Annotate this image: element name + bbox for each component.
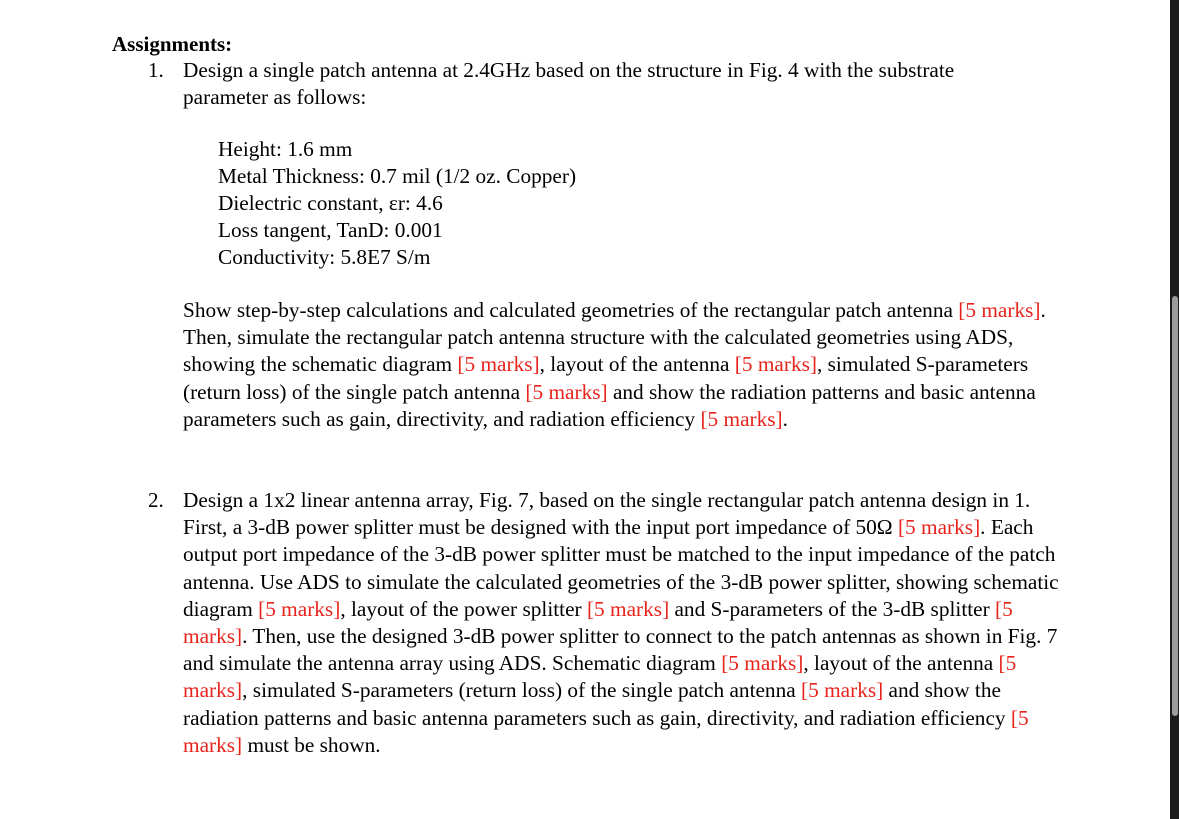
scrollbar-thumb[interactable] [1172,296,1178,716]
param-height: Height: 1.6 mm [218,137,353,161]
item-2-text: and show the radiation patterns and basic antenna parameters such as gain, directivity, and radiation efficiency [183,678,1011,730]
item-1-intro-line-2: parameter as follows: [183,85,367,110]
item-1-intro-line-1: Design a single patch antenna at 2.4GHz based on the structure in Fig. 4 with the substrate [183,58,955,82]
item-2-text: must be shown. [242,732,381,757]
item-1-text: , simulated S-parameters (return loss) of the single patch antenna [183,352,1029,404]
item-1-intro [183,57,1083,111]
param-conductivity: Conductivity: 5.8E7 S/m [218,245,431,269]
marks-label: [5 marks] [734,352,817,377]
item-2-text: Design a 1x2 linear antenna array, Fig. 7, based on the single rectangular patch antenna design in 1. First, a 3-dB power splitter must be designed with the input port impedance of 50Ω [183,488,1031,540]
item-2-number: 2. [148,488,164,512]
item-1-text: Show step-by-step calculations and calculated geometries of the rectangular patch antenna [183,298,959,322]
marks-label: [5 marks] [183,651,1017,703]
item-2-text: . Then, use the designed 3-dB power splitter to connect to the patch antennas as shown in Fig. 7 and simulate the antenna array using ADS. Schematic diagram [183,624,1058,676]
item-2-text: and S-parameters of the 3-dB splitter [669,596,996,621]
marks-label: [5 marks] [897,515,981,540]
marks-label: [5 marks] [958,298,1041,322]
marks-label: [5 marks] [183,596,1013,649]
item-1-text: . [782,406,788,431]
assignments-heading: Assignments: [112,32,233,56]
param-metal-thickness: Metal Thickness: 0.7 mil (1/2 oz. Copper) [218,164,577,188]
item-1-text: , layout of the antenna [539,352,735,377]
substrate-parameters [218,136,576,271]
param-dielectric-constant: Dielectric constant, εr: 4.6 [218,191,443,215]
item-2-text: , layout of the power splitter [340,596,587,621]
item-2-instructions [183,487,1068,759]
marks-label: [5 marks] [258,596,341,621]
item-2-text: , simulated S-parameters (return loss) of the single patch antenna [242,678,802,703]
item-1-instructions [183,297,1068,433]
marks-label: [5 marks] [721,651,804,676]
marks-label: [5 marks] [586,596,670,621]
marks-label: [5 marks] [183,705,1029,757]
marks-label: [5 marks] [700,406,783,431]
vertical-scrollbar[interactable] [1170,0,1179,819]
item-1-number: 1. [148,58,164,82]
item-2-text: . Each output port impedance of the 3-dB power splitter must be matched to the input impedance of the patch antenna. Use ADS to simulate the calculated geometries of the 3-dB power splitter, showing schematic diagram [183,515,1059,621]
marks-label: [5 marks] [801,678,884,703]
item-1-text: . Then, simulate the rectangular patch antenna structure with the calculated geometries using ADS, showing the schematic diagram [183,298,1046,377]
marks-label: [5 marks] [457,352,540,377]
param-loss-tangent: Loss tangent, TanD: 0.001 [218,218,443,242]
item-2-text: , layout of the antenna [803,651,999,676]
item-1-text: and show the radiation patterns and basic antenna parameters such as gain, directivity, and radiation efficiency [183,379,1036,431]
marks-label: [5 marks] [525,379,608,404]
